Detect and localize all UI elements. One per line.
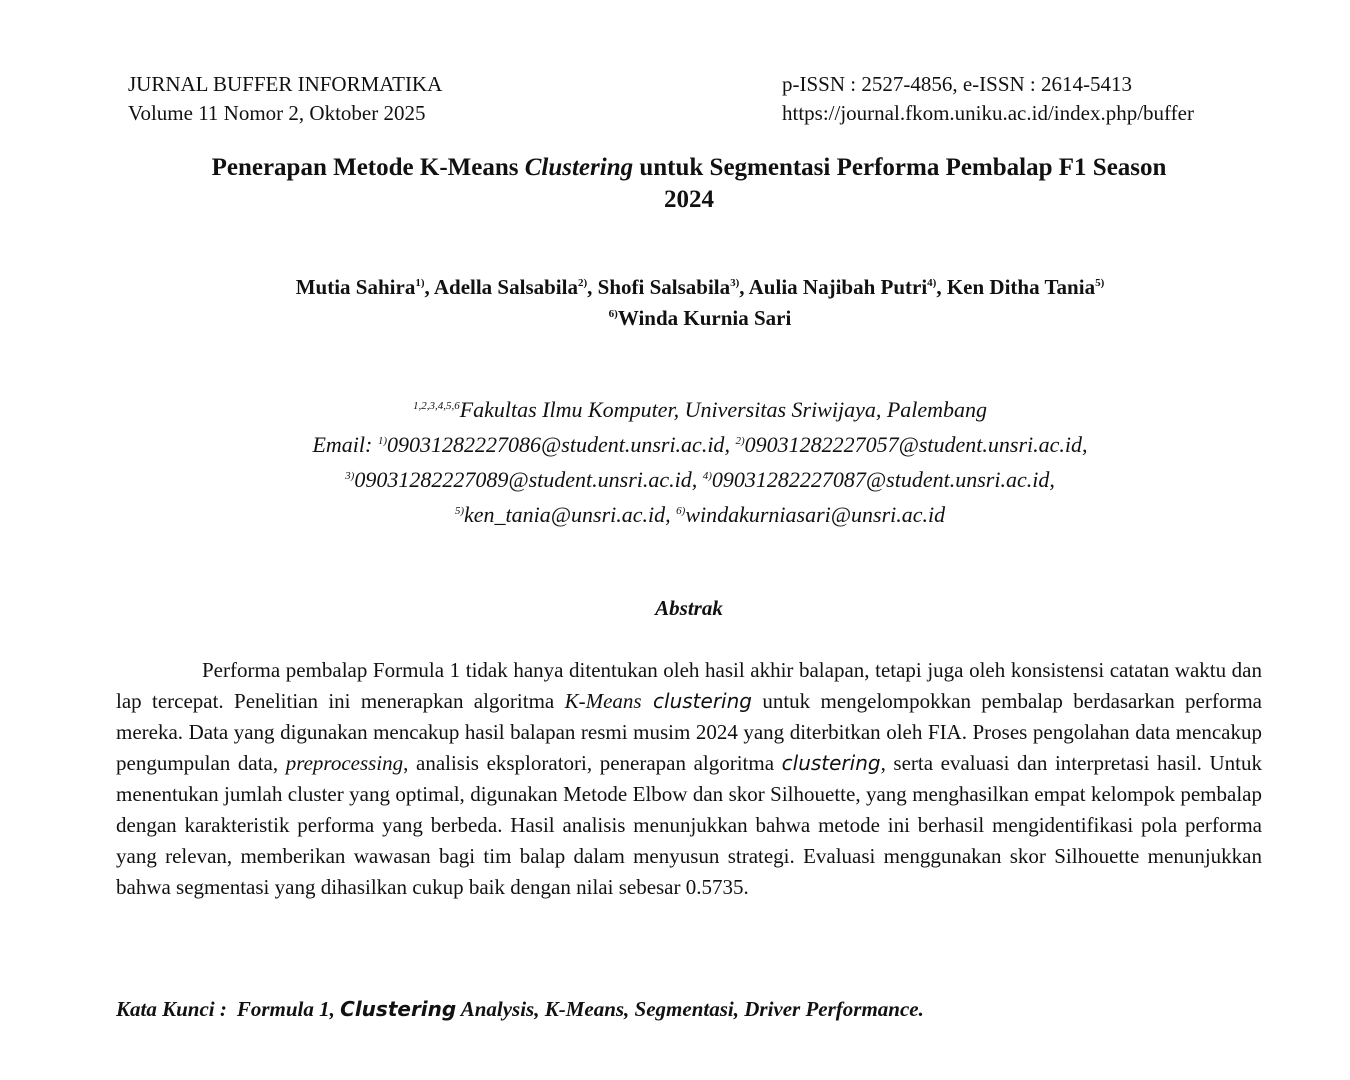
keywords-line [116,994,1262,1024]
email-mark: 6) [676,504,686,517]
abstract-italic-term: preprocessing [285,751,404,775]
journal-name: JURNAL BUFFER INFORMATIKA [128,72,443,96]
author-name: Adella Salsabila [433,275,578,299]
email-label: Email: [312,432,378,457]
keywords-label: Kata Kunci : [116,997,227,1021]
author-mark: 1) [415,276,425,289]
affiliation-line [120,392,1280,427]
affiliation-text: Fakultas Ilmu Komputer, Universitas Sriwijaya, Palembang [459,397,988,422]
author-name: Ken Ditha Tania [946,275,1096,299]
email-line-2 [120,462,1280,497]
email-separator: , [724,432,736,457]
keywords-text: Formula 1, [236,997,341,1021]
email-address: 09031282227089@student.unsri.ac.id [354,467,692,492]
journal-url: https://journal.fkom.uniku.ac.id/index.php/buffer [782,101,1194,125]
author-separator: , [739,275,749,299]
email-mark: 2) [735,434,745,447]
author-mark: 3) [730,276,740,289]
affiliation-marks: 1,2,3,4,5,6 [412,399,460,412]
keywords-text: Clustering [340,997,457,1021]
email-address: 09031282227086@student.unsri.ac.id [387,432,725,457]
title-text-1: Penerapan Metode K-Means [211,154,525,181]
email-line-3 [120,497,1280,532]
author-mark: 4) [927,276,937,289]
author-mark: 6) [608,307,618,320]
email-address: ken_tania@unsri.ac.id [464,502,666,527]
abstract-heading: Abstrak [655,596,723,620]
journal-volume: Volume 11 Nomor 2, Oktober 2025 [128,101,426,125]
title-text-italic: Clustering [524,154,634,181]
abstract-italic-term: clustering [781,751,881,775]
abstract-body [116,655,1262,903]
author-separator: , [936,275,947,299]
author-name: Aulia Najibah Putri [748,275,928,299]
keywords-text: Analysis, K-Means, Segmentasi, Driver Performance. [456,997,924,1021]
author-mark: 2) [577,276,588,289]
title-text-3: 2024 [664,186,714,213]
author-name: Mutia Sahira [295,275,416,299]
author-list [120,272,1280,334]
journal-header-left [128,70,442,128]
journal-issn: p-ISSN : 2527-4856, e-ISSN : 2614-5413 [782,72,1132,96]
abstract-text: untuk mengelompokkan pembalap berdasarkan performa mereka. Data yang digunakan mencakup hasil balapan resmi musim 2024 yang diterbitkan oleh FIA. Proses pengolahan data mencakup pengumpulan data, [116,689,1262,775]
email-separator: , [691,467,703,492]
paper-title [120,152,1258,216]
email-mark: 5) [454,504,465,517]
email-separator: , [1082,432,1088,457]
affiliation-block [120,392,1280,532]
author-mark: 5) [1095,276,1105,289]
email-mark: 3) [345,469,355,482]
email-address: 09031282227057@student.unsri.ac.id [744,432,1083,457]
author-separator: , [587,275,598,299]
abstract-text: Performa pembalap Formula 1 tidak hanya ditentukan oleh hasil akhir balapan, tetapi juga oleh konsistensi catatan waktu dan lap tercepat. Penelitian ini menerapkan algoritma [116,658,1262,713]
abstract-text: , analisis eksploratori, penerapan algoritma [403,751,782,775]
abstract-text: , serta evaluasi dan interpretasi hasil. Untuk menentukan jumlah cluster yang optimal, digunakan Metode Elbow dan skor Silhouette, yang menghasilkan empat kelompok pembalap dengan karakteristik performa yang berbeda. Hasil analisis menunjukkan bahwa metode ini berhasil mengidentifikasi pola performa yang relevan, memberikan wawasan bagi tim balap dalam menyusun strategi. Evaluasi menggunakan skor Silhouette menunjukkan bahwa segmentasi yang dihasilkan cukup baik dengan nilai sebesar 0.5735. [116,751,1263,899]
author-name: Shofi Salsabila [597,275,731,299]
abstract-italic-term: clustering [641,689,752,713]
author-separator: , [424,275,434,299]
title-text-2: untuk Segmentasi Performa Pembalap F1 Season [633,154,1167,181]
email-line-1 [120,427,1280,462]
email-separator: , [665,502,677,527]
email-address: 09031282227087@student.unsri.ac.id [711,467,1050,492]
email-mark: 4) [702,469,712,482]
email-mark: 1) [377,434,388,447]
email-address: windakurniasari@unsri.ac.id [685,502,946,527]
email-separator: , [1049,467,1055,492]
journal-header-right [782,70,1194,128]
author-name: Winda Kurnia Sari [617,306,792,330]
abstract-italic-term: K-Means [564,689,642,713]
